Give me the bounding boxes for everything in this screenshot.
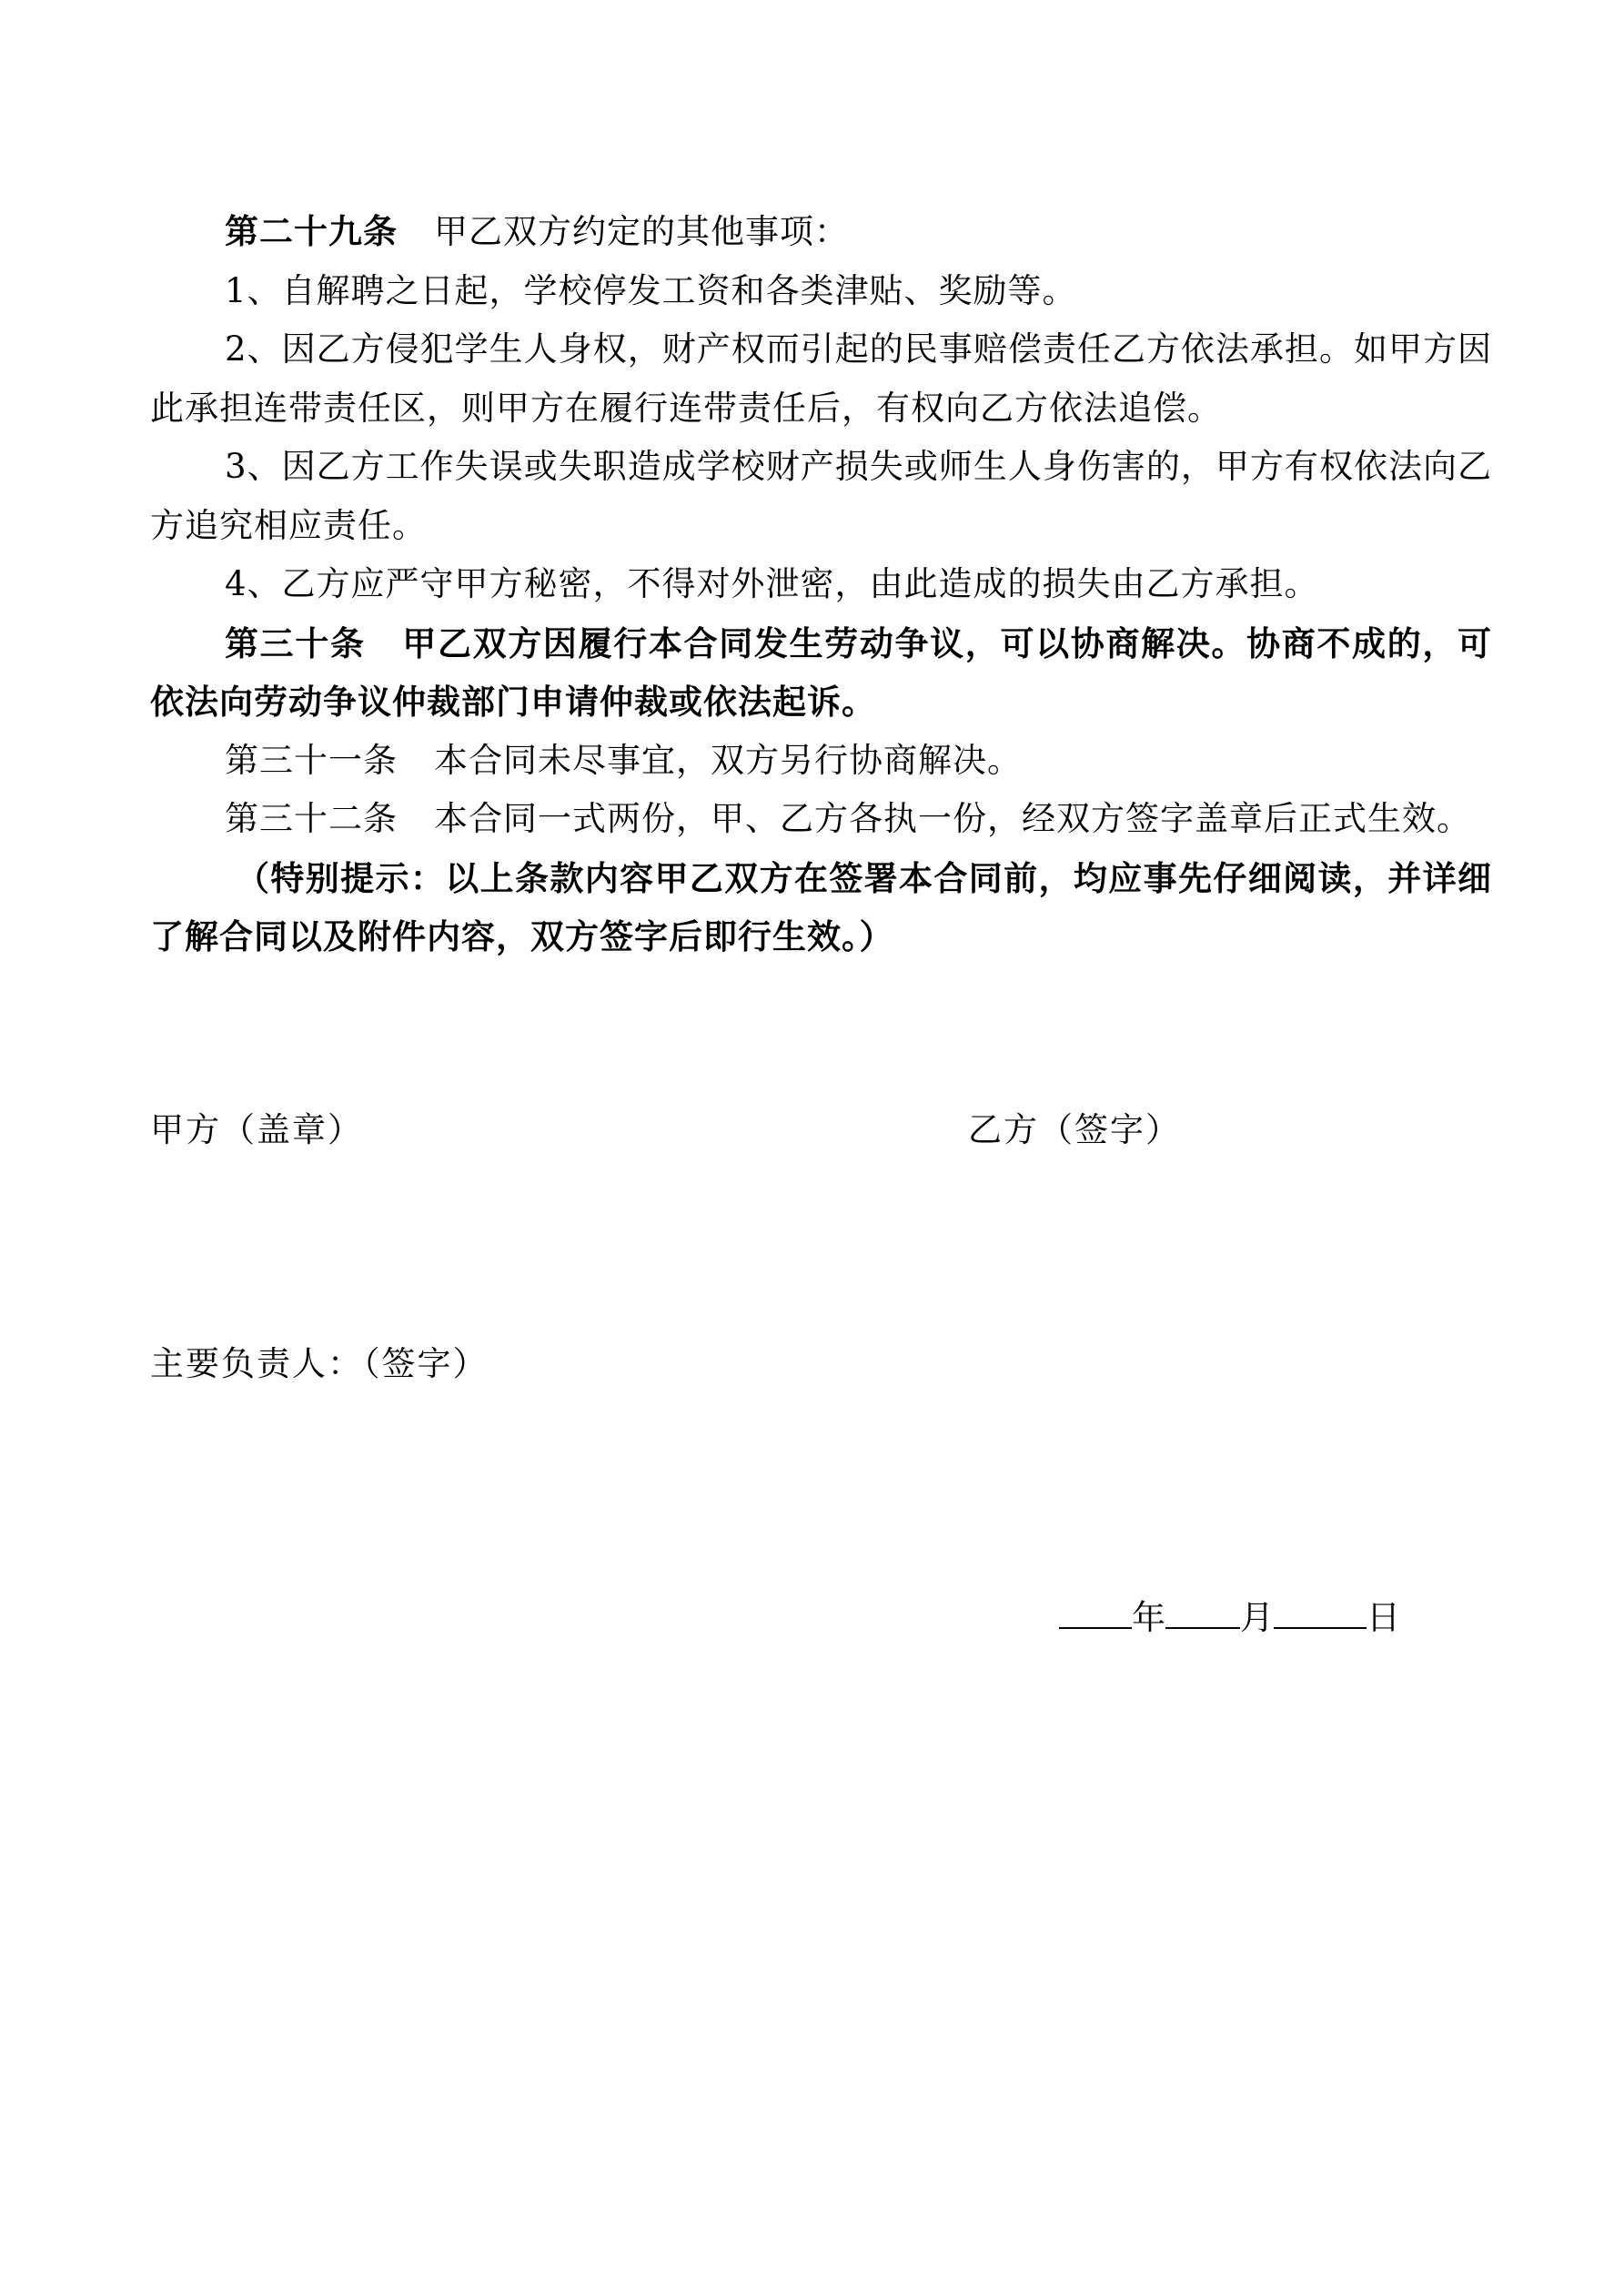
date-line — [1059, 1594, 1400, 1640]
article-29-item-2: 2、因乙方侵犯学生人身权，财产权而引起的民事赔偿责任乙方依法承担。如甲方因此承担连带责任区，则甲方在履行连带责任后，有权向乙方依法追偿。 — [150, 329, 1492, 428]
article-29-item-4: 4、乙方应严守甲方秘密，不得对外泄密，由此造成的损失由乙方承担。 — [225, 564, 1319, 603]
article-29-item-3: 3、因乙方工作失误或失职造成学校财产损失或师生人身伤害的，甲方有权依法向乙方追究相应责任。 — [150, 447, 1492, 545]
special-notice: （特别提示：以上条款内容甲乙双方在签署本合同前，均应事先仔细阅读，并详细了解合同以及附件内容，双方签字后即行生效。） — [150, 857, 1492, 956]
article-32-heading: 第三十二条 — [225, 799, 398, 838]
article-31-text: 本合同未尽事宜，双方另行协商解决。 — [434, 740, 1022, 780]
month-blank — [1165, 1594, 1240, 1629]
day-label: 日 — [1367, 1598, 1400, 1637]
article-29-text: 甲乙双方约定的其他事项： — [434, 212, 849, 251]
year-blank — [1059, 1594, 1132, 1629]
month-label: 月 — [1240, 1598, 1274, 1637]
article-29-heading: 第二十九条 — [225, 211, 398, 251]
year-label: 年 — [1132, 1598, 1165, 1637]
principal-signature-label: 主要负责人：（签字） — [150, 1344, 489, 1383]
contract-body — [150, 202, 1492, 966]
party-a-seal-label: 甲方（盖章） — [150, 1110, 363, 1149]
party-b-signature-label: 乙方（签字） — [968, 1110, 1181, 1149]
article-30-text: 甲乙双方因履行本合同发生劳动争议，可以协商解决。协商不成的，可依法向劳动争议仲裁部门申请仲裁或依法起诉。 — [150, 622, 1493, 722]
article-31-heading: 第三十一条 — [225, 740, 398, 780]
article-30 — [150, 614, 1492, 732]
article-32 — [150, 790, 1492, 849]
article-30-heading: 第三十条 — [225, 622, 366, 663]
article-31 — [150, 732, 1492, 791]
article-29-item-1: 1、自解聘之日起，学校停发工资和各类津贴、奖励等。 — [225, 270, 1077, 310]
article-29 — [150, 202, 1492, 262]
article-32-text: 本合同一式两份，甲、乙方各执一份，经双方签字盖章后正式生效。 — [434, 799, 1471, 838]
day-blank — [1274, 1594, 1367, 1629]
